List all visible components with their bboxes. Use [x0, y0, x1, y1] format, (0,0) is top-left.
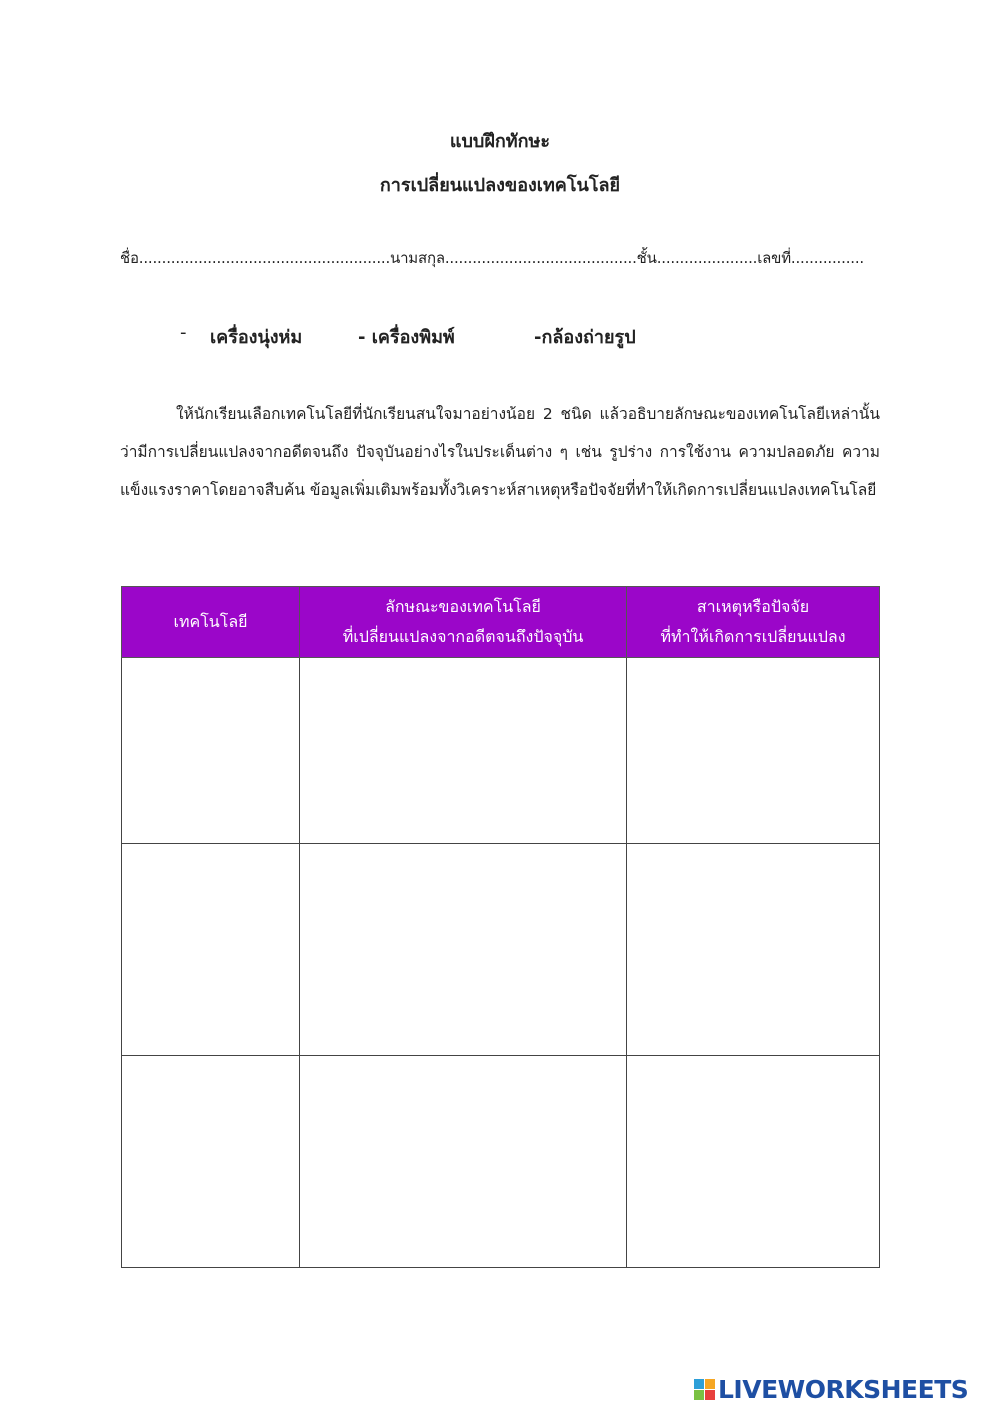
table-row — [122, 1056, 880, 1268]
header-technology — [122, 587, 300, 658]
student-info-line: ชื่อ.......................................................นามสกุล..........................................ชั้น......................เลขที่................ — [120, 249, 864, 267]
answer-cell-causes[interactable] — [627, 844, 880, 1056]
answer-cell-technology[interactable] — [122, 658, 300, 844]
answer-cell-technology[interactable] — [122, 1056, 300, 1268]
liveworksheets-logo-icon — [694, 1379, 715, 1400]
worksheet-title: แบบฝึกทักษะ — [449, 131, 551, 152]
choice-camera: -กล้องถ่ายรูป — [534, 327, 636, 348]
header-causes — [627, 587, 880, 658]
answer-cell-causes[interactable] — [627, 1056, 880, 1268]
table-row — [122, 658, 880, 844]
answer-cell-characteristics[interactable] — [300, 1056, 627, 1268]
header-causes-line1: สาเหตุหรือปัจจัย — [696, 597, 810, 616]
choice-printer: - เครื่องพิมพ์ — [358, 327, 455, 348]
worksheet-subtitle: การเปลี่ยนแปลงของเทคโนโลยี — [379, 175, 621, 196]
liveworksheets-brand — [694, 1374, 968, 1404]
answer-cell-characteristics[interactable] — [300, 844, 627, 1056]
instructions-paragraph: ให้นักเรียนเลือกเทคโนโลยีที่นักเรียนสนใจมาอย่างน้อย 2 ชนิด แล้วอธิบายลักษณะของเทคโนโลยีเหล่านั้นว่ามีการเปลี่ยนแปลงจากอดีตจนถึง ปัจจุบันอย่างไรในประเด็นต่าง ๆ เช่น รูปร่าง การใช้งาน ความปลอดภัย ความแข็งแรงราคาโดยอาจสืบค้น ข้อมูลเพิ่มเติมพร้อมทั้งวิเคราะห์สาเหตุหรือปัจจัยที่ทำให้เกิดการเปลี่ยนแปลงเทคโนโลยี — [120, 405, 880, 499]
header-characteristics-line2: ที่เปลี่ยนแปลงจากอดีตจนถึงปัจจุบัน — [342, 627, 584, 646]
choice-dash: - — [180, 322, 187, 343]
table-header-row — [122, 587, 880, 658]
header-causes-line2: ที่ทำให้เกิดการเปลี่ยนแปลง — [660, 627, 846, 646]
brand-wordmark: LIVEWORKSHEETS — [718, 1374, 969, 1404]
header-characteristics-line1: ลักษณะของเทคโนโลยี — [385, 597, 541, 616]
worksheet-table — [121, 586, 880, 1268]
table-row — [122, 844, 880, 1056]
answer-cell-causes[interactable] — [627, 658, 880, 844]
header-characteristics — [300, 587, 627, 658]
header-technology-label: เทคโนโลยี — [173, 612, 248, 631]
answer-cell-technology[interactable] — [122, 844, 300, 1056]
choice-clothing: เครื่องนุ่งห่ม — [210, 327, 303, 348]
answer-cell-characteristics[interactable] — [300, 658, 627, 844]
